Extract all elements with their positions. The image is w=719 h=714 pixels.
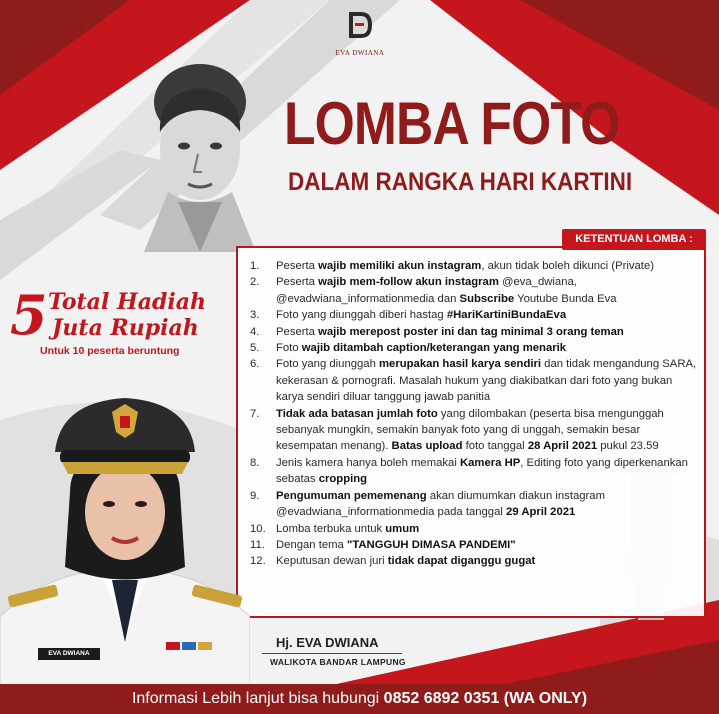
rule-number: 4. bbox=[250, 325, 260, 338]
rule-emphasis: tidak dapat diganggu gugat bbox=[387, 555, 536, 568]
signature-divider bbox=[262, 653, 402, 654]
rule-text: Foto yang diunggah diberi hastag bbox=[276, 309, 447, 322]
rule-emphasis: 29 April 2021 bbox=[506, 506, 576, 519]
rule-item bbox=[250, 356, 702, 405]
rule-item bbox=[250, 258, 702, 274]
rule-item bbox=[250, 324, 702, 340]
rule-number: 3. bbox=[250, 309, 260, 322]
eva-dwiana-logo-icon bbox=[343, 8, 377, 42]
official-title: WALIKOTA BANDAR LAMPUNG bbox=[270, 657, 406, 667]
rule-item bbox=[250, 553, 702, 569]
prize-amount: 5 bbox=[10, 283, 48, 347]
rule-emphasis: merupakan hasil karya sendiri bbox=[379, 358, 542, 371]
rule-text: @eva_dwiana, @evadwiana_informationmedia dan bbox=[276, 276, 577, 305]
rule-item bbox=[250, 274, 702, 307]
rule-item bbox=[250, 537, 702, 553]
rule-text: Keputusan dewan juri bbox=[276, 555, 388, 568]
page-title: LOMBA FOTO bbox=[284, 90, 620, 157]
rule-item bbox=[250, 488, 702, 521]
rule-text: Peserta bbox=[276, 276, 319, 289]
rule-emphasis: wajib ditambah caption/keterangan yang menarik bbox=[301, 342, 567, 355]
rule-text: Lomba terbuka untuk bbox=[276, 522, 386, 535]
prize-heading: Total Hadiah bbox=[48, 289, 206, 315]
rules-list bbox=[250, 258, 702, 570]
official-name: Hj. EVA DWIANA bbox=[276, 635, 379, 650]
rule-number: 5. bbox=[250, 342, 260, 355]
rule-number: 9. bbox=[250, 489, 260, 502]
rule-text: Foto yang diunggah bbox=[276, 358, 380, 371]
footer-contact bbox=[0, 684, 719, 714]
rule-text: akan diumumkan diakun instagram @evadwiana_informationmedia pada tanggal bbox=[276, 489, 605, 519]
prize-unit: Juta Rupiah bbox=[52, 315, 199, 341]
rule-number: 12. bbox=[250, 555, 266, 568]
rule-emphasis: wajib memiliki akun instagram bbox=[318, 260, 482, 272]
rule-emphasis: Subscribe bbox=[459, 292, 515, 305]
rule-text: Foto bbox=[276, 342, 302, 355]
footer-phone[interactable]: 0852 6892 0351 (WA ONLY) bbox=[383, 690, 588, 707]
rule-emphasis: #HariKartiniBundaEva bbox=[446, 309, 567, 322]
rule-text: , Editing foto yang diperkenankan sebatas bbox=[276, 456, 688, 486]
rule-text: Dengan tema bbox=[276, 538, 347, 551]
uniform-name-badge: EVA DWIANA bbox=[48, 650, 90, 657]
rule-number: 10. bbox=[250, 522, 266, 535]
rule-text: Peserta bbox=[276, 325, 319, 338]
rule-number: 7. bbox=[250, 407, 260, 420]
rule-number: 1. bbox=[250, 260, 260, 272]
rule-text: Jenis kamera hanya boleh memakai bbox=[276, 456, 460, 469]
rule-item bbox=[250, 307, 702, 323]
rule-emphasis: Tidak ada batasan jumlah foto bbox=[276, 407, 438, 420]
rule-number: 6. bbox=[250, 358, 260, 371]
rule-item bbox=[250, 521, 702, 537]
rule-number: 8. bbox=[250, 456, 260, 469]
prize-block bbox=[10, 285, 235, 375]
rule-emphasis: Kamera HP bbox=[459, 456, 521, 469]
footer-text: Informasi Lebih lanjut bisa hubungi bbox=[131, 690, 384, 707]
official-portrait-icon bbox=[0, 392, 250, 692]
brand-logo bbox=[330, 8, 390, 57]
rule-emphasis: wajib merepost poster ini dan tag minimal 3 orang teman bbox=[318, 325, 624, 338]
rule-emphasis: umum bbox=[385, 522, 420, 535]
rule-emphasis: wajib mem-follow akun instagram bbox=[318, 276, 499, 289]
rule-item bbox=[250, 340, 702, 356]
rules-tab: KETENTUAN LOMBA : bbox=[562, 229, 706, 250]
rule-number: 11. bbox=[250, 538, 265, 551]
rule-text: dan tidak mengandung SARA, kekerasan & pornografi. Masalah hukum yang diakibatkan dari foto yang bukan karya sendiri diluar tanggung jawab panitia bbox=[276, 358, 697, 404]
logo-text: EVA DWIANA bbox=[335, 49, 385, 57]
rule-emphasis: 28 April 2021 bbox=[527, 440, 598, 453]
rule-emphasis: Pengumuman pememenang bbox=[276, 489, 427, 502]
rule-number: 2. bbox=[250, 276, 260, 289]
rule-emphasis: Batas upload bbox=[391, 440, 463, 453]
rule-text: , akun tidak boleh dikunci (Private) bbox=[481, 260, 654, 272]
rule-emphasis: cropping bbox=[318, 473, 368, 486]
rule-text: Youtube Bunda Eva bbox=[514, 292, 617, 305]
rule-emphasis: "TANGGUH DIMASA PANDEMI" bbox=[346, 538, 516, 551]
rule-text: pukul 23.59 bbox=[597, 440, 659, 453]
rule-item bbox=[250, 455, 702, 488]
page-subtitle: DALAM RANGKA HARI KARTINI bbox=[288, 168, 633, 196]
rule-item bbox=[250, 406, 702, 455]
kartini-portrait-icon bbox=[118, 62, 276, 252]
rule-text: foto tanggal bbox=[462, 440, 528, 453]
rule-text: yang dilombakan (peserta bisa mengunggah sebanyak mungkin, semakin banyak foto yang di unggah, semakin besar kesempatan menang). bbox=[276, 407, 664, 453]
prize-note: Untuk 10 peserta beruntung bbox=[40, 345, 180, 357]
rule-text: Peserta bbox=[276, 260, 319, 272]
